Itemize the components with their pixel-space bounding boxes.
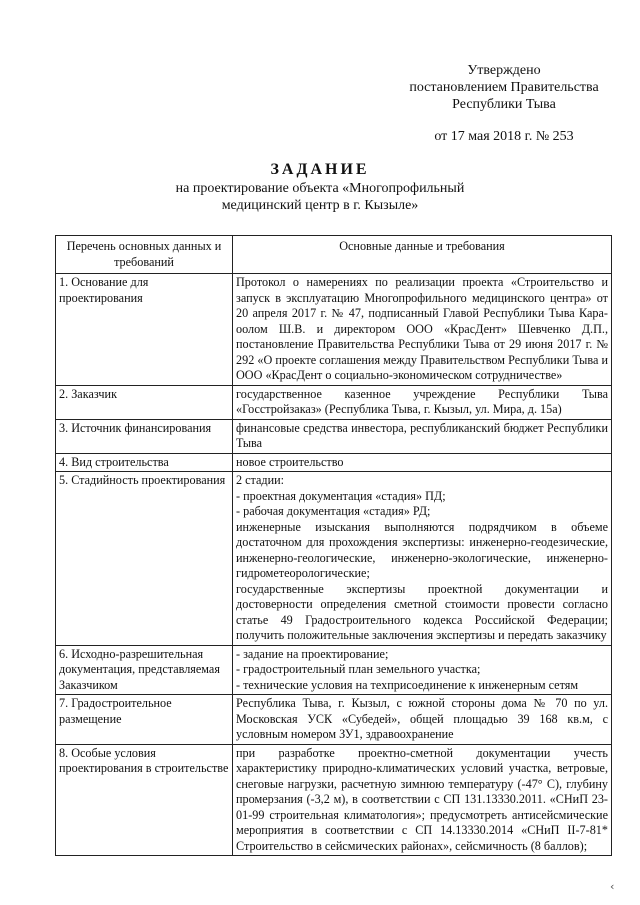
approval-block — [398, 62, 610, 145]
stages-line: инженерные изыскания выполняются подрядчиком в объеме достаточном для прохождения экспертизы: инженерно-геодезические, инженерно-геологические, инженерно-экологические, инженерно-гидрометеорологические; — [236, 519, 608, 580]
docs-line: - технические условия на техприсоединение к инженерным сетям — [236, 677, 579, 692]
row-value-urban-placement: Республика Тыва, г. Кызыл, с южной стороны дома № 70 по ул. Московская УСК «Субедей», общей площадью 39 168 кв.м, с условным номером ЗУ1, здравоохранение — [233, 695, 612, 745]
header-col-data-list: Перечень основных данных и требований — [56, 236, 233, 274]
row-value-basis: Протокол о намерениях по реализации проекта «Строительство и запуск в эксплуатацию Многопрофильного медицинского центра» от 20 апреля 2017 г. № 47, подписанный Главой Республики Тыва Кара-оолом Ш.В. и директором ООО «КрасДент» Шевченко Д.П., постановление Правительства Республики Тыва от 29 июня 2017 г. № 292 «О проекте соглашения между Правительством Республики Тыва и ООО «КрасДент о социально-экономическом сотрудничестве» — [233, 274, 612, 386]
table-row — [56, 472, 612, 646]
row-label-special-conditions: 8. Особые условия проектирования в строительстве — [56, 744, 233, 856]
document-heading: ЗАДАНИЕ — [270, 161, 370, 178]
table-row — [56, 419, 612, 453]
approval-line-republic: Республики Тыва — [452, 97, 556, 112]
row-label-basis: 1. Основание для проектирования — [56, 274, 233, 386]
docs-line: - градостроительный план земельного участка; — [236, 662, 481, 676]
row-label-construction-type: 4. Вид строительства — [56, 453, 233, 472]
approval-date: от 17 мая 2018 г. № 253 — [434, 129, 574, 144]
table-row — [56, 744, 612, 856]
document-subtitle-line-2: медицинский центр в г. Кызыле» — [221, 198, 419, 213]
stages-line: государственные экспертизы проектной документации и достоверности определения сметной стоимости провести согласно статье 49 Градостроительного кодекса Российской Федерации; получить положительные заключения экспертизы и передать заказчику — [236, 581, 608, 642]
row-value-customer: государственное казенное учреждение Республики Тыва «Госстройзаказ» (Республика Тыва, г. Кызыл, ул. Мира, д. 15а) — [233, 385, 612, 419]
document-title-block — [0, 160, 640, 214]
docs-line: - задание на проектирование; — [236, 646, 389, 661]
header-col-requirements: Основные данные и требования — [233, 236, 612, 274]
approval-line-approved: Утверждено — [467, 63, 541, 78]
requirements-table — [55, 235, 612, 856]
row-value-special-conditions: при разработке проектно-сметной документации учесть характеристику природно-климатических условий участка, ветровые, снеговые нагрузки, расчетную зимнюю температуру (-47° С), глубину промерзания (-3,2 м), в соответствии с СП 131.13330.2011. «СНиП 23-01-99 строительная климатология»; предусмотреть антисейсмические мероприятия в соответствии с СП 14.13330.2014 «СНиП II-7-81* Строительство в сейсмических районах», сейсмичность (8 баллов); — [233, 744, 612, 856]
stages-line: - проектная документация «стадия» ПД; — [236, 488, 446, 503]
document-subtitle-line-1: на проектирование объекта «Многопрофильный — [175, 181, 465, 196]
table-row — [56, 453, 612, 472]
row-label-urban-placement: 7. Градостроительное размещение — [56, 695, 233, 745]
table-row — [56, 645, 612, 695]
row-label-funding: 3. Источник финансирования — [56, 419, 233, 453]
table-header-row — [56, 236, 612, 274]
row-value-funding: финансовые средства инвестора, республиканский бюджет Республики Тыва — [233, 419, 612, 453]
row-label-design-stages: 5. Стадийность проектирования — [56, 472, 233, 646]
stages-line: - рабочая документация «стадия» РД; — [236, 504, 431, 518]
row-label-initial-docs: 6. Исходно-разрешительная документация, представляемая Заказчиком — [56, 645, 233, 695]
page-corner-mark: ‹ — [610, 880, 615, 893]
row-label-customer: 2. Заказчик — [56, 385, 233, 419]
table-row — [56, 695, 612, 745]
table-row — [56, 274, 612, 386]
stages-line: 2 стадии: — [236, 473, 285, 487]
row-value-initial-docs — [233, 645, 612, 695]
row-value-design-stages — [233, 472, 612, 646]
approval-line-resolution: постановлением Правительства — [409, 80, 599, 95]
table-row — [56, 385, 612, 419]
row-value-construction-type: новое строительство — [233, 453, 612, 472]
